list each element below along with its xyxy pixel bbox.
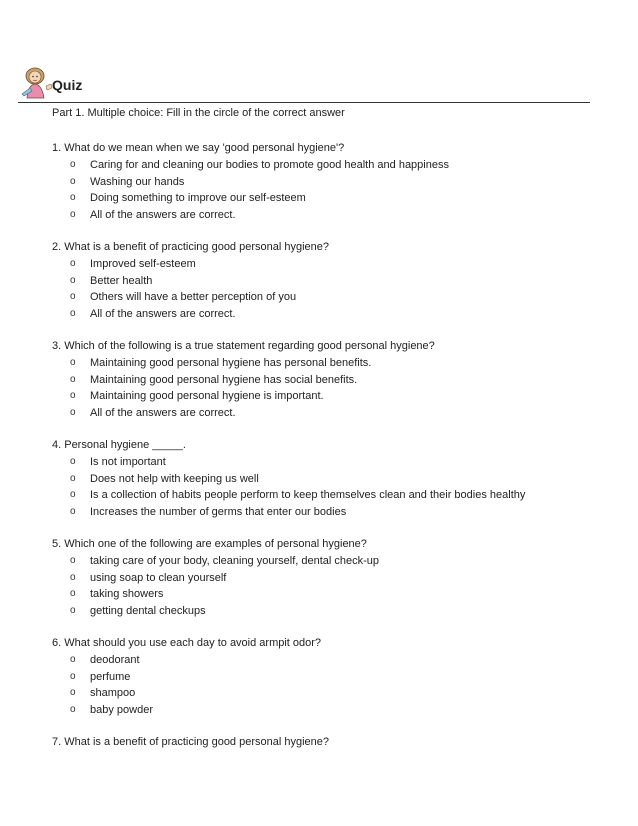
answer-option[interactable]: o taking showers [52, 586, 612, 603]
circle-bullet-icon[interactable]: o [70, 555, 76, 566]
answer-option[interactable]: o Does not help with keeping us well [52, 471, 612, 488]
answer-option[interactable]: o getting dental checkups [52, 603, 612, 620]
answer-option[interactable]: o All of the answers are correct. [52, 306, 612, 323]
answer-option[interactable]: o Maintaining good personal hygiene has social benefits. [52, 372, 612, 389]
circle-bullet-icon[interactable]: o [70, 489, 76, 500]
circle-bullet-icon[interactable]: o [70, 373, 76, 385]
answer-option[interactable]: o taking care of your body, cleaning yourself, dental check-up [52, 553, 612, 570]
answer-option[interactable]: o baby powder [52, 702, 612, 719]
circle-bullet-icon[interactable]: o [70, 687, 76, 698]
cartoon-girl-logo-icon [18, 64, 54, 100]
quiz-title: Quiz [52, 77, 83, 93]
circle-bullet-icon[interactable]: o [70, 208, 76, 220]
question-6 [52, 635, 612, 718]
answer-option[interactable]: o Maintaining good personal hygiene is important. [52, 388, 612, 405]
circle-bullet-icon[interactable]: o [70, 670, 76, 682]
circle-bullet-icon[interactable]: o [70, 258, 76, 269]
circle-bullet-icon[interactable]: o [70, 472, 76, 484]
question-7 [52, 734, 612, 750]
circle-bullet-icon[interactable]: o [70, 406, 76, 418]
circle-bullet-icon[interactable]: o [70, 357, 76, 368]
question-4 [52, 437, 612, 520]
question-1 [52, 140, 612, 223]
answer-option[interactable]: o All of the answers are correct. [52, 207, 612, 224]
circle-bullet-icon[interactable]: o [70, 175, 76, 187]
answer-option[interactable]: o Caring for and cleaning our bodies to promote good health and happiness [52, 157, 612, 174]
circle-bullet-icon[interactable]: o [70, 390, 76, 401]
quiz-header [18, 64, 590, 103]
answer-option[interactable]: o using soap to clean yourself [52, 570, 612, 587]
answer-option[interactable]: o All of the answers are correct. [52, 405, 612, 422]
circle-bullet-icon[interactable]: o [70, 604, 76, 616]
answer-option[interactable]: o Is not important [52, 454, 612, 471]
circle-bullet-icon[interactable]: o [70, 274, 76, 286]
circle-bullet-icon[interactable]: o [70, 159, 76, 170]
answer-option[interactable]: o Doing something to improve our self-esteem [52, 190, 612, 207]
circle-bullet-icon[interactable]: o [70, 291, 76, 302]
answer-option[interactable]: o Is a collection of habits people perform to keep themselves clean and their bodies healthy [52, 487, 612, 504]
circle-bullet-icon[interactable]: o [70, 703, 76, 715]
question-text: 4. Personal hygiene _____. [52, 439, 186, 451]
question-text: 6. What should you use each day to avoid armpit odor? [52, 637, 322, 649]
answer-option[interactable]: o Improved self-esteem [52, 256, 612, 273]
question-text: 3. Which of the following is a true statement regarding good personal hygiene? [52, 340, 435, 352]
circle-bullet-icon[interactable]: o [70, 571, 76, 583]
answer-option[interactable]: o Better health [52, 273, 612, 290]
answer-option[interactable]: o Maintaining good personal hygiene has personal benefits. [52, 355, 612, 372]
circle-bullet-icon[interactable]: o [70, 588, 76, 599]
answer-option[interactable]: o perfume [52, 669, 612, 686]
circle-bullet-icon[interactable]: o [70, 307, 76, 319]
instructions-text: Part 1. Multiple choice: Fill in the circle of the correct answer [52, 107, 345, 119]
questions-list [52, 140, 612, 766]
question-text: 1. What do we mean when we say 'good personal hygiene'? [52, 142, 345, 154]
question-2 [52, 239, 612, 322]
question-text: 5. Which one of the following are examples of personal hygiene? [52, 538, 367, 550]
answer-option[interactable]: o deodorant [52, 652, 612, 669]
answer-option[interactable]: o Washing our hands [52, 174, 612, 191]
question-3 [52, 338, 612, 421]
question-text: 2. What is a benefit of practicing good personal hygiene? [52, 241, 330, 253]
answer-option[interactable]: o Increases the number of germs that enter our bodies [52, 504, 612, 521]
answer-option[interactable]: o Others will have a better perception of you [52, 289, 612, 306]
answer-option[interactable]: o shampoo [52, 685, 612, 702]
question-text: 7. What is a benefit of practicing good personal hygiene? [52, 736, 330, 748]
circle-bullet-icon[interactable]: o [70, 505, 76, 517]
circle-bullet-icon[interactable]: o [70, 456, 76, 467]
circle-bullet-icon[interactable]: o [70, 654, 76, 665]
circle-bullet-icon[interactable]: o [70, 192, 76, 203]
question-5 [52, 536, 612, 619]
